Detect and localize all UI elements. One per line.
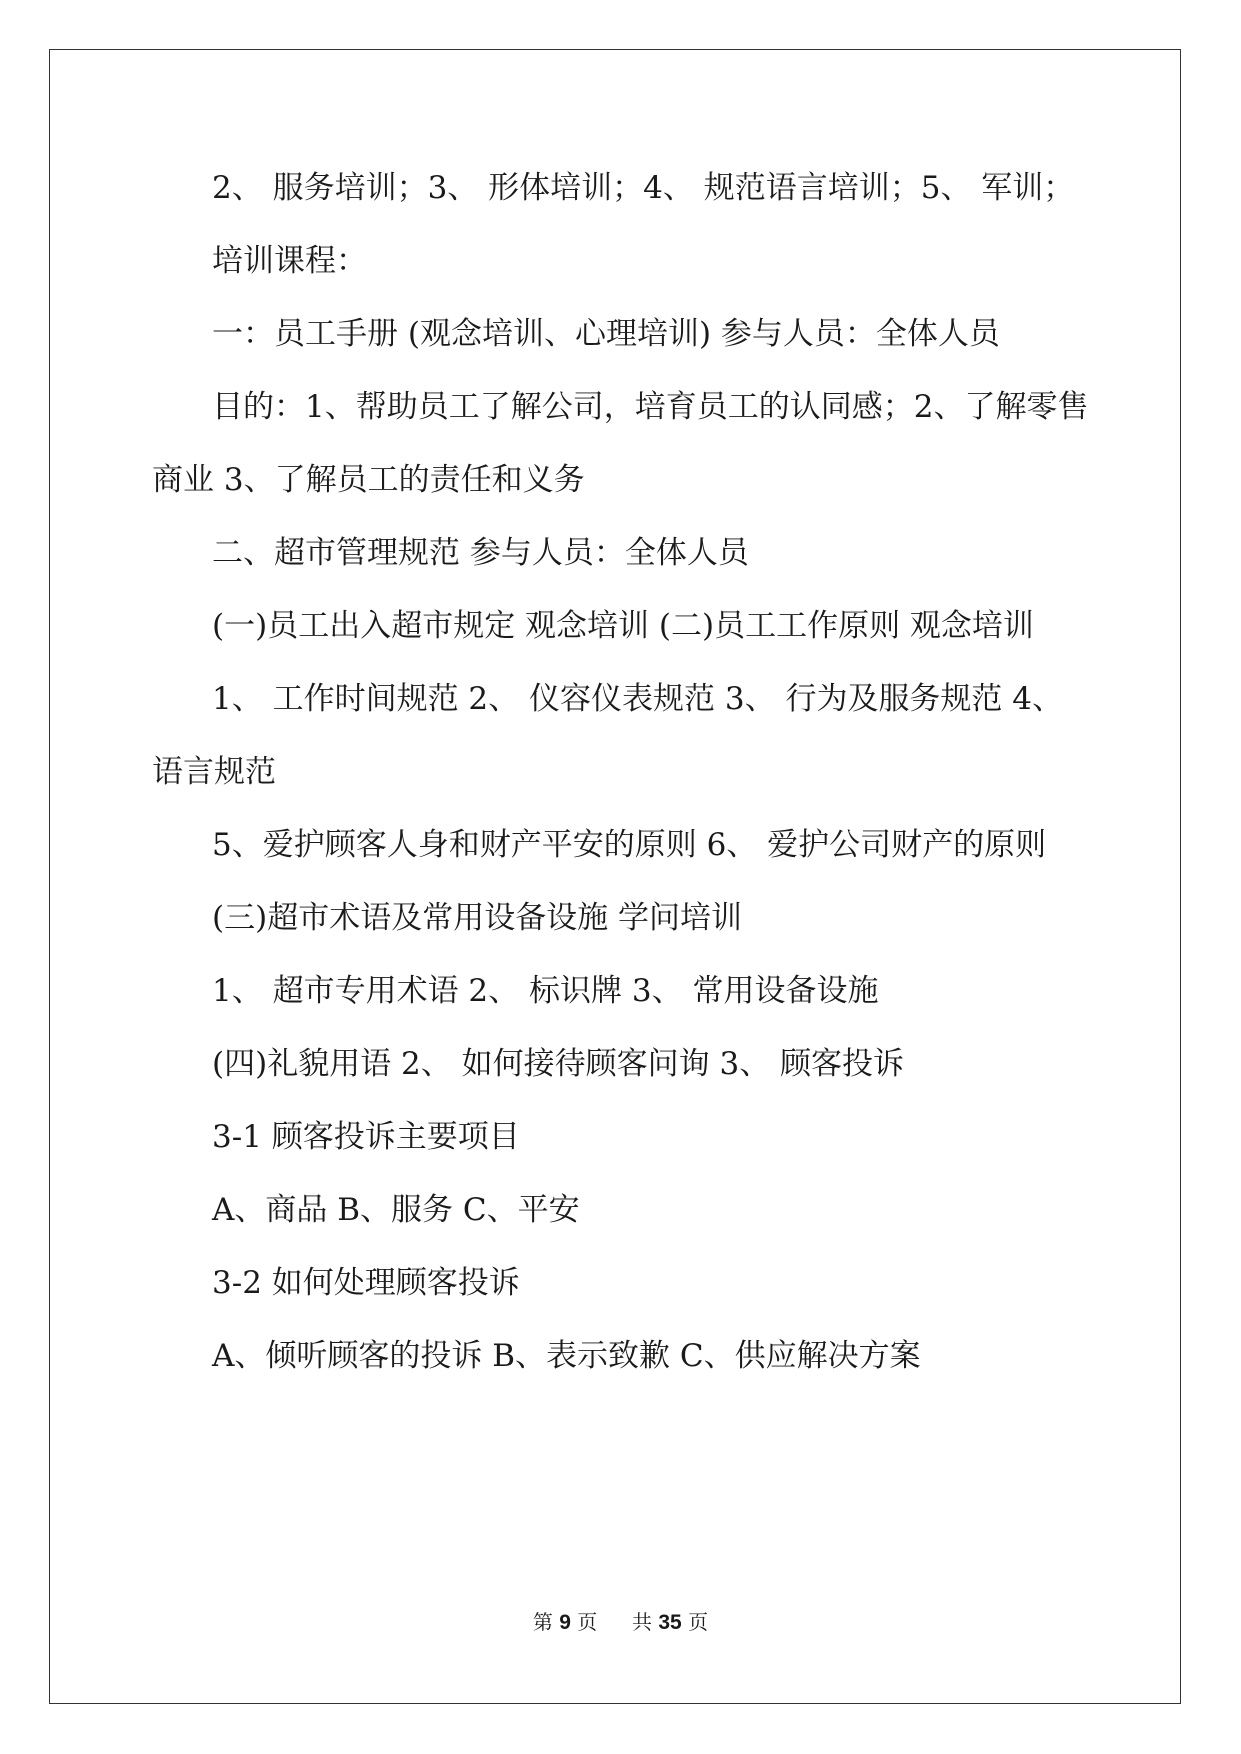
- paragraph-line: (一)员工出入超市规定 观念培训 (二)员工工作原则 观念培训: [212, 608, 1034, 644]
- total-pages: 35: [658, 1611, 682, 1634]
- total-prefix: 共: [632, 1610, 653, 1634]
- paragraph-line: 3-2 如何处理顾客投诉: [212, 1265, 520, 1301]
- paragraph-line: 3-1 顾客投诉主要项目: [212, 1119, 520, 1155]
- page-prefix: 第: [532, 1610, 553, 1634]
- page-frame: [49, 49, 1181, 1704]
- page-footer: [0, 1606, 1241, 1635]
- paragraph-line: 目的：1、帮助员工了解公司，培育员工的认同感；2、了解零售: [212, 389, 1089, 425]
- paragraph-line: 1、 工作时间规范 2、 仪容仪表规范 3、 行为及服务规范 4、: [212, 681, 1064, 717]
- paragraph-line: (四)礼貌用语 2、 如何接待顾客问询 3、 顾客投诉: [212, 1046, 905, 1082]
- page-unit: 页: [577, 1610, 598, 1634]
- paragraph-line: 语言规范: [152, 754, 276, 790]
- paragraph-line: A、商品 B、服务 C、平安: [212, 1192, 580, 1228]
- paragraph-line: 培训课程：: [212, 243, 367, 279]
- total-unit: 页: [688, 1610, 709, 1634]
- paragraph-line: 5、爱护顾客人身和财产平安的原则 6、 爱护公司财产的原则: [212, 827, 1047, 863]
- paragraph-line: 商业 3、了解员工的责任和义务: [152, 462, 585, 498]
- paragraph-line: 1、 超市专用术语 2、 标识牌 3、 常用设备设施: [212, 973, 879, 1009]
- paragraph-line: (三)超市术语及常用设备设施 学问培训: [212, 900, 743, 936]
- paragraph-line: A、倾听顾客的投诉 B、表示致歉 C、供应解决方案: [212, 1338, 921, 1374]
- paragraph-line: 2、 服务培训；3、 形体培训；4、 规范语言培训；5、 军训；: [212, 170, 1075, 206]
- paragraph-line: 二、超市管理规范 参与人员：全体人员: [212, 535, 749, 571]
- page-number: 9: [559, 1611, 571, 1634]
- paragraph-line: 一：员工手册 (观念培训、心理培训) 参与人员：全体人员: [212, 316, 1000, 352]
